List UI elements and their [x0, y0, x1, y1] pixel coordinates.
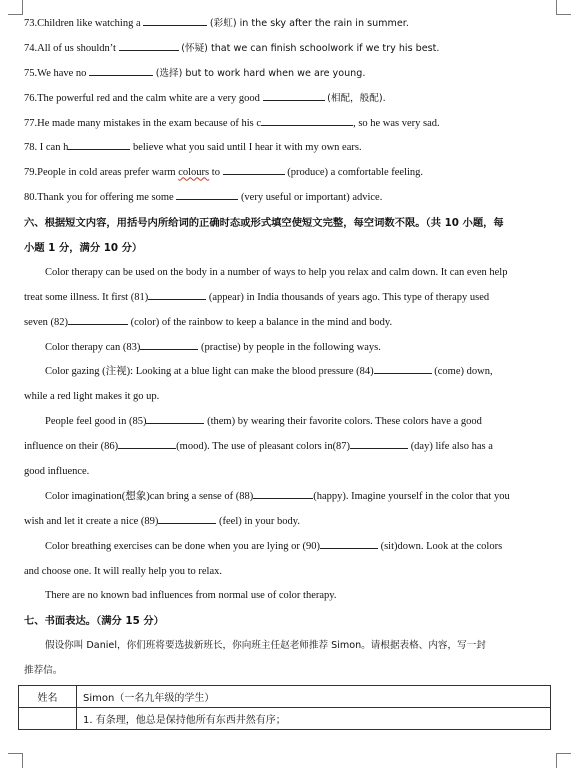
passage-line: People feel good in (85) (them) by wearing their favorite colors. These colors have a good [24, 410, 550, 435]
answer-blank[interactable] [158, 512, 216, 524]
writing-prompt-cont: 推荐信。 [24, 665, 63, 677]
answer-blank[interactable] [148, 288, 206, 300]
section-7-heading: 七、书面表达。（满分 15 分） [24, 615, 164, 628]
table-cell-value: 1. 有条理，他总是保持他所有东西井然有序； [77, 708, 551, 730]
table-row [19, 708, 551, 730]
table-cell-value: Simon（一名九年级的学生） [77, 686, 551, 708]
answer-blank[interactable] [374, 362, 432, 374]
answer-blank[interactable] [320, 537, 378, 549]
passage-line: while a red light makes it go up. [24, 391, 160, 403]
page-corner-mark [556, 0, 571, 15]
question-78: 78. I can h believe what you said until I hear it with my own ears. [24, 136, 550, 161]
section-6-heading-cont: 小题 1 分，满分 10 分） [24, 242, 143, 255]
passage-line: Color therapy can be used on the body in a number of ways to help you relax and calm down. It can even help [45, 266, 508, 278]
page-corner-mark [8, 753, 23, 768]
answer-blank[interactable] [176, 188, 238, 200]
answer-blank[interactable] [119, 39, 179, 51]
passage-line: good influence. [24, 466, 90, 478]
passage-line: Color breathing exercises can be done when you are lying or (90) (sit)down. Look at the colors [24, 535, 550, 560]
answer-blank[interactable] [140, 338, 198, 350]
writing-prompt: 假设你叫 Daniel，你们班将要选拔新班长，你向班主任赵老师推荐 Simon。请根据表格、内容，写一封 [45, 640, 486, 652]
answer-blank[interactable] [118, 437, 176, 449]
passage-line: wish and let it create a nice (89) (feel) in your body. [24, 510, 550, 535]
table-row [19, 686, 551, 708]
answer-blank[interactable] [350, 437, 408, 449]
table-cell-key: 姓名 [19, 686, 77, 708]
answer-blank[interactable] [253, 487, 313, 499]
page-corner-mark [8, 0, 23, 15]
answer-blank[interactable] [68, 313, 128, 325]
question-77: 77.He made many mistakes in the exam because of his c , so he was very sad. [24, 112, 550, 137]
recommendation-table [18, 685, 551, 730]
passage-line: treat some illness. It first (81) (appear) in India thousands of years ago. This type of therapy used [24, 286, 550, 311]
passage-line: There are no known bad influences from normal use of color therapy. [45, 590, 337, 602]
passage-line: Color gazing (注视): Looking at a blue light can make the blood pressure (84) (come) down, [24, 360, 550, 385]
section-6-heading: 六、根据短文内容，用括号内所给词的正确时态或形式填空使短文完整，每空词数不限。（共 10 小题，每 [24, 217, 504, 230]
question-76: 76.The powerful red and the calm white are a very good (相配，般配). [24, 87, 550, 112]
passage-line: Color imagination(想象)can bring a sense of (88) (happy). Imagine yourself in the color that you [24, 485, 550, 510]
question-74: 74.All of us shouldn’t (怀疑) that we can finish schoolwork if we try his best. [24, 37, 550, 62]
passage-line: and choose one. It will really help you to relax. [24, 565, 222, 577]
answer-blank[interactable] [143, 14, 207, 26]
answer-blank[interactable] [89, 64, 153, 76]
answer-blank[interactable] [263, 89, 325, 101]
passage-line: seven (82) (color) of the rainbow to keep a balance in the mind and body. [24, 311, 550, 336]
worksheet-page [24, 12, 550, 684]
answer-blank[interactable] [146, 412, 204, 424]
passage-line: influence on their (86) (mood). The use of pleasant colors in(87) (day) life also has a [24, 435, 550, 460]
table-cell-key [19, 708, 77, 730]
question-73: 73.Children like watching a (彩虹) in the sky after the rain in summer. [24, 12, 550, 37]
answer-blank[interactable] [68, 138, 130, 150]
passage-line: Color therapy can (83) (practise) by people in the following ways. [24, 336, 550, 361]
question-75: 75.We have no (选择) but to work hard when we are young. [24, 62, 550, 87]
answer-blank[interactable] [261, 114, 353, 126]
answer-blank[interactable] [223, 163, 285, 175]
question-80: 80.Thank you for offering me some (very useful or important) advice. [24, 186, 550, 211]
page-corner-mark [556, 753, 571, 768]
question-79: 79.People in cold areas prefer warm colours to (produce) a comfortable feeling. [24, 161, 550, 186]
